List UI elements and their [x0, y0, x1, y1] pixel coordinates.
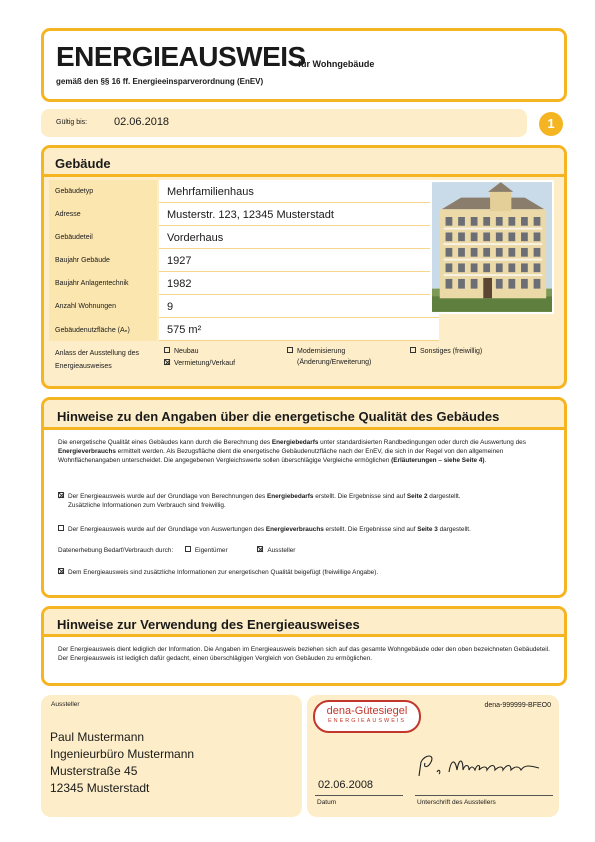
date-line [315, 795, 403, 796]
building-row [49, 295, 439, 318]
seal-block [307, 695, 559, 817]
signature-caption: Unterschrift des Ausstellers [417, 799, 496, 806]
signature-line [415, 795, 553, 796]
usage-text: Der Energieausweis dient lediglich der Information. Die Angaben im Energieausweis beziehen sich auf das gesamte Wohngebäude oder den oben bezeichneten Gebäudeteil. Der Energieausweis ist lediglich dafür gedacht, einen überschlägigen Vergleich von Gebäuden zu ermöglichen. [58, 646, 550, 662]
row-key: Gebäudeteil [49, 226, 157, 249]
signature-image [415, 750, 555, 780]
building-row [49, 272, 439, 295]
date-caption: Datum [317, 799, 337, 806]
checkbox-checked-icon [257, 546, 263, 552]
row-key: Gebäudenutzfläche (Aₙ) [49, 318, 157, 341]
row-key: Adresse [49, 203, 157, 226]
issuer-street: Musterstraße 45 [50, 764, 138, 778]
checkbox-unchecked-icon[interactable] [58, 525, 64, 531]
building-section-title: Gebäude [44, 148, 564, 177]
checkbox-unchecked-icon[interactable] [287, 347, 293, 353]
building-row [49, 318, 439, 341]
building-row [49, 203, 439, 226]
basis-demand-option[interactable]: Der Energieausweis wurde auf der Grundlage von Berechnungen des Energiebedarfs erstellt. Die Ergebnisse sind auf Seite 2 dargestellt. Zusätzliche Informationen zum Verbrauch sind freiwillig. [58, 492, 554, 510]
issuer-name: Paul Mustermann [50, 730, 145, 744]
basis-consumption-option[interactable]: Der Energieausweis wurde auf der Grundlage von Auswertungen des Energieverbrauchs erstellt. Die Ergebnisse sind auf Seite 3 dargestellt. [58, 525, 554, 534]
option-sonstiges[interactable]: Sonstiges (freiwillig) [410, 346, 482, 357]
quality-hints-section [41, 397, 567, 598]
issuer-office: Ingenieurbüro Mustermann [50, 747, 195, 761]
building-row [49, 180, 439, 203]
page-number-badge: 1 [539, 112, 563, 136]
row-value: Mehrfamilienhaus [159, 180, 439, 203]
option-vermietung[interactable]: Vermietung/Verkauf [164, 358, 235, 369]
quality-hints-title: Hinweise zu den Angaben über die energetische Qualität des Gebäudes [44, 400, 564, 430]
header [41, 28, 567, 102]
option-aussteller[interactable]: Aussteller [229, 547, 295, 554]
checkbox-checked-icon[interactable] [58, 568, 64, 574]
row-value: Musterstr. 123, 12345 Musterstadt [159, 203, 439, 226]
document-title: ENERGIEAUSWEIS [56, 41, 306, 72]
legal-basis: gemäß den §§ 16 ff. Energieeinsparverordnung (EnEV) [56, 77, 264, 86]
data-collection-row: Datenerhebung Bedarf/Verbrauch durch: Eigentümer Aussteller [58, 547, 296, 554]
option-modernisierung[interactable]: Modernisierung (Änderung/Erweiterung) [287, 346, 371, 368]
checkbox-checked-icon[interactable] [164, 359, 170, 365]
row-value: Vorderhaus [159, 226, 439, 249]
building-row [49, 249, 439, 272]
checkbox-checked-icon[interactable] [58, 492, 64, 498]
checkbox-unchecked-icon [185, 546, 191, 552]
row-value: 9 [159, 295, 439, 318]
checkbox-unchecked-icon[interactable] [410, 347, 416, 353]
occasion-label: Anlass der Ausstellung des Energieausweises [55, 350, 140, 370]
validity-date: 02.06.2018 [114, 116, 170, 128]
option-neubau[interactable]: Neubau [164, 346, 199, 357]
row-value: 1982 [159, 272, 439, 295]
issuer-label: Aussteller [51, 701, 80, 708]
usage-section [41, 606, 567, 686]
issue-date: 02.06.2008 [318, 779, 374, 791]
quality-intro-text: Die energetische Qualität eines Gebäudes kann durch die Berechnung des Energiebedarfs unter standardisierten Randbedingungen oder durch die Auswertung des Energieverbrauchs ermittelt werden. Als Bezugsfläche dient die energetische Gebäudenutzfläche nach der EnEV, die sich in der Regel von den allgemeinen Wohnflächenangaben unterscheidet. Die angegebenen Vergleichswerte sollen überschlägige Vergleiche ermöglichen (Erläuterungen – siehe Seite 4). [58, 439, 526, 464]
additional-info-option[interactable]: Dem Energieausweis sind zusätzliche Informationen zur energetischen Qualität beigefügt (freiwillige Angabe). [58, 568, 554, 577]
row-key: Baujahr Gebäude [49, 249, 157, 272]
checkbox-unchecked-icon[interactable] [164, 347, 170, 353]
row-value: 1927 [159, 249, 439, 272]
row-key: Gebäudetyp [49, 180, 157, 203]
building-section [41, 145, 567, 389]
option-eigentuemer[interactable]: Eigentümer [175, 547, 228, 554]
document-subtitle: für Wohngebäude [298, 59, 375, 69]
issuer-city: 12345 Musterstadt [50, 781, 150, 795]
validity-row [41, 109, 527, 137]
validity-label: Gültig bis: [56, 119, 88, 126]
row-value: 575 m² [159, 318, 439, 341]
registration-number: dena-999999-BFEO0 [484, 702, 551, 709]
dena-seal-logo: dena-Gütesiegel ENERGIEAUSWEIS [313, 700, 421, 733]
issuer-block [41, 695, 302, 817]
building-row [49, 226, 439, 249]
building-photo [430, 180, 554, 314]
row-key: Anzahl Wohnungen [49, 295, 157, 318]
row-key: Baujahr Anlagentechnik [49, 272, 157, 295]
usage-section-title: Hinweise zur Verwendung des Energieausweises [44, 609, 564, 637]
